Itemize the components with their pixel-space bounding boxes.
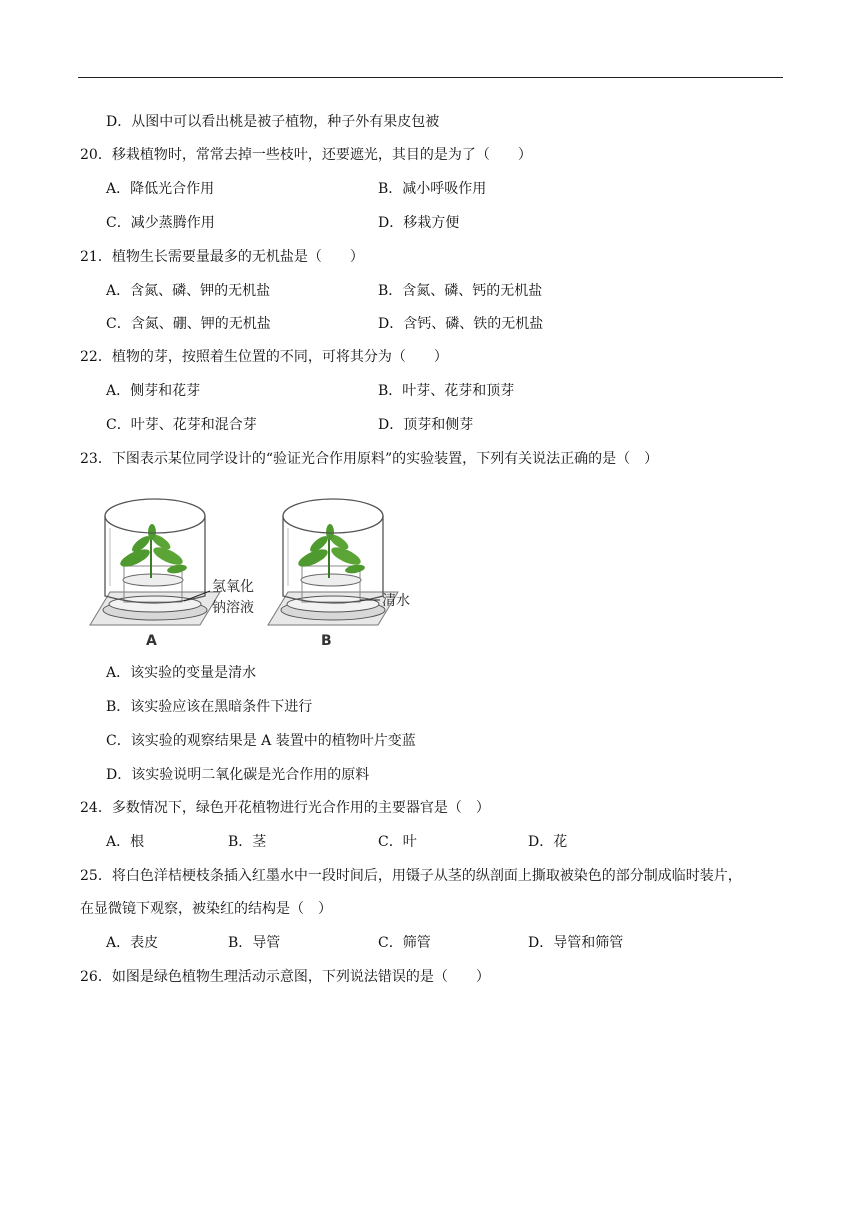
q21-option-a: A．含氮、磷、钾的无机盐 [106,283,271,299]
apparatus-a [90,499,254,649]
q24-option-a: A．根 [106,834,145,850]
question-25: 25．将白色洋桔梗枝条插入红墨水中一段时间后，用镊子从茎的纵剖面上撕取被染色的部分制成临时装片， [80,868,742,884]
q21-option-b: B．含氮、磷、钙的无机盐 [378,283,543,299]
q25-option-d: D．导管和筛管 [528,935,624,951]
q22-option-c: C．叶芽、花芽和混合芽 [106,417,257,433]
q22-option-d: D．顶芽和侧芽 [378,417,474,433]
question-24: 24．多数情况下，绿色开花植物进行光合作用的主要器官是（ ） [80,800,490,816]
q21-option-d: D．含钙、磷、铁的无机盐 [378,316,544,332]
q20-option-d: D．移栽方便 [378,215,460,231]
label-water: 清水 [382,593,410,609]
q23-option-b: B．该实验应该在黑暗条件下进行 [106,699,313,715]
q24-option-d: D．花 [528,834,568,850]
label-naoh: 氢氧化 [212,579,254,595]
q20-option-a: A．降低光合作用 [106,181,215,197]
question-26: 26．如图是绿色植物生理活动示意图，下列说法错误的是（ ） [80,969,490,985]
q22-option-b: B．叶芽、花芽和顶芽 [378,383,515,399]
label-letter-b: B [321,633,332,649]
option-d-previous: D．从图中可以看出桃是被子植物，种子外有果皮包被 [106,114,440,130]
question-20: 20．移栽植物时，常常去掉一些枝叶，还要遮光，其目的是为了（ ） [80,147,532,163]
experiment-figure [88,488,428,653]
apparatus-b [268,499,410,649]
header-rule [78,77,783,78]
q22-option-a: A．侧芽和花芽 [106,383,201,399]
q24-option-b: B．茎 [228,834,267,850]
q21-option-c: C．含氮、硼、钾的无机盐 [106,316,271,332]
question-21: 21．植物生长需要量最多的无机盐是（ ） [80,249,364,265]
q24-option-c: C．叶 [378,834,417,850]
label-naoh-2: 钠溶液 [212,600,254,616]
q25-option-c: C．筛管 [378,935,431,951]
question-22: 22．植物的芽，按照着生位置的不同，可将其分为（ ） [80,349,448,365]
q25-option-b: B．导管 [228,935,281,951]
label-letter-a: A [146,633,157,649]
q20-option-c: C．减少蒸腾作用 [106,215,215,231]
q20-option-b: B．减小呼吸作用 [378,181,487,197]
q23-option-d: D．该实验说明二氧化碳是光合作用的原料 [106,767,370,783]
question-25-cont: 在显微镜下观察，被染红的结构是（ ） [80,901,332,917]
question-23: 23．下图表示某位同学设计的“验证光合作用原料”的实验装置，下列有关说法正确的是（ ） [80,451,659,467]
q23-option-a: A．该实验的变量是清水 [106,665,257,681]
q23-option-c: C．该实验的观察结果是 A 装置中的植物叶片变蓝 [106,733,416,749]
q25-option-a: A．表皮 [106,935,159,951]
